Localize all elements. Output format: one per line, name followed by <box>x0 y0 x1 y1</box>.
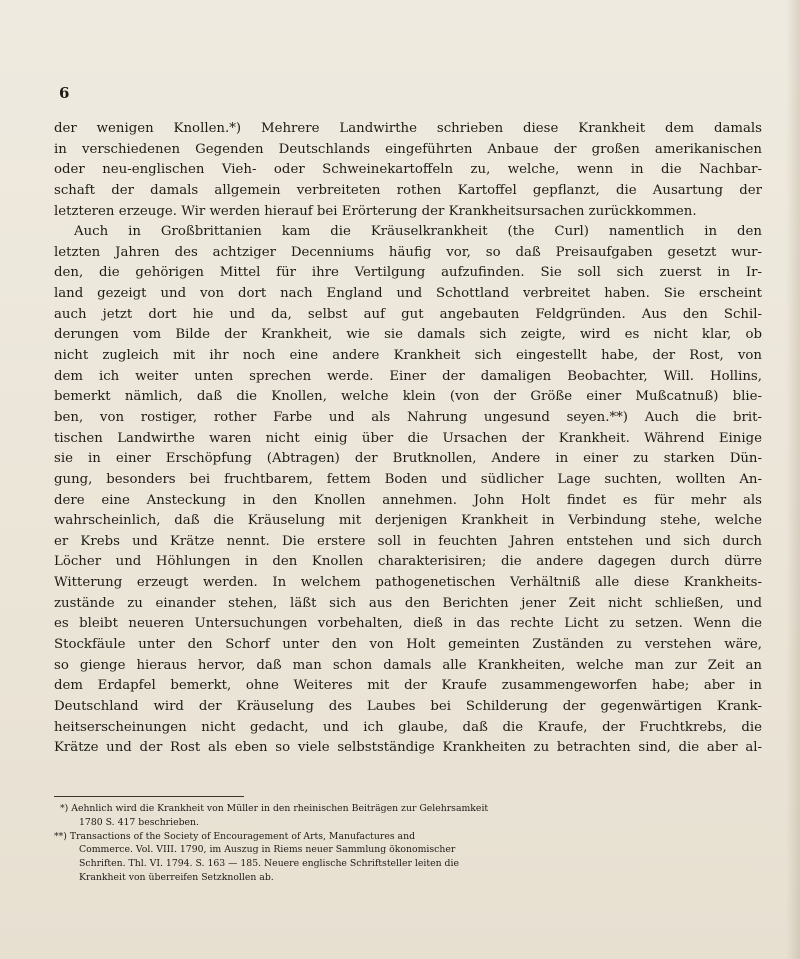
text-line: land gezeigt und von dort nach England und Schottland verbreitet haben. Sie erscheint <box>54 286 762 302</box>
footnote-line: Krankheit von überreifen Setzknollen ab. <box>79 871 274 883</box>
text-line: zustände zu einander stehen, läßt sich aus den Berichten jener Zeit nicht schließen, und <box>54 595 762 611</box>
text-line: es bleibt neueren Untersuchungen vorbehalten, dieß in das rechte Licht zu setzen. Wenn die <box>54 616 762 632</box>
footnote-line: *) Aehnlich wird die Krankheit von Müller in den rheinischen Beiträgen zur Gelehrsamkeit <box>60 803 489 814</box>
text-line: Deutschland wird der Kräuselung des Laubes bei Schilderung der gegenwärtigen Krank- <box>54 698 762 714</box>
text-line: letzten Jahren des achtziger Decenniums häufig vor, so daß Preisaufgaben gesetzt wur- <box>54 244 762 260</box>
footnote-divider <box>54 796 244 797</box>
footnote-line: Commerce. Vol. VIII. 1790, im Auszug in Riems neuer Sammlung ökonomischer <box>79 844 456 856</box>
text-line: Krätze und der Rost als eben so viele selbstständige Krankheiten zu betrachten sind, die aber al- <box>54 740 762 756</box>
text-line: auch jetzt dort hie und da, selbst auf gut angebauten Feldgründen. Aus den Schil- <box>54 306 762 322</box>
text-line: Auch in Großbrittanien kam die Kräuselkrankheit (the Curl) namentlich in den <box>74 224 762 240</box>
text-line: Witterung erzeugt werden. In welchem pathogenetischen Verhältniß alle diese Krankheits- <box>54 575 762 591</box>
text-line: so gienge hieraus hervor, daß man schon damals alle Krankheiten, welche man zur Zeit an <box>54 657 762 673</box>
text-line: nicht zugleich mit ihr noch eine andere Krankheit sich eingestellt habe, der Rost, von <box>54 348 762 364</box>
text-line: tischen Landwirthe waren nicht einig über die Ursachen der Krankheit. Während Einige <box>54 430 762 446</box>
footnotes <box>54 802 762 885</box>
text-line: er Krebs und Krätze nennt. Die erstere soll in feuchten Jahren entstehen und sich durch <box>54 533 762 549</box>
text-line: letzteren erzeuge. Wir werden hierauf bei Erörterung der Krankheitsursachen zurückkommen. <box>54 203 697 219</box>
text-line: Stockfäule unter den Schorf unter den von Holt gemeinten Zuständen zu verstehen wäre, <box>54 637 762 653</box>
text-line: gung, besonders bei fruchtbarem, fettem Boden und südlicher Lage suchten, wollten An- <box>54 471 762 487</box>
footnote-line: 1780 S. 417 beschrieben. <box>79 816 199 828</box>
text-line: in verschiedenen Gegenden Deutschlands eingeführten Anbaue der großen amerikanischen <box>54 141 762 157</box>
text-line: dem Erdapfel bemerkt, ohne Weiteres mit der Kraufe zusammengeworfen habe; aber in <box>54 678 762 694</box>
text-line: wahrscheinlich, daß die Kräuselung mit derjenigen Krankheit in Verbindung stehe, welche <box>54 513 762 529</box>
text-line: Löcher und Höhlungen in den Knollen charakterisiren; die andere dagegen durch dürre <box>54 554 762 570</box>
body-text <box>54 119 762 759</box>
text-line: dem ich weiter unten sprechen werde. Einer der damaligen Beobachter, Will. Hollins, <box>54 368 762 384</box>
text-line: ben, von rostiger, rother Farbe und als Nahrung ungesund seyen.**) Auch die brit- <box>54 409 762 425</box>
footnote-line: **) Transactions of the Society of Encouragement of Arts, Manufactures and <box>54 830 416 842</box>
page-number: 6 <box>59 84 70 102</box>
text-line: derungen vom Bilde der Krankheit, wie sie damals sich zeigte, wird es nicht klar, ob <box>54 327 762 343</box>
text-line: sie in einer Erschöpfung (Abtragen) der Brutknollen, Andere in einer zu starken Dün- <box>54 451 762 467</box>
text-line: heitserscheinungen nicht gedacht, und ich glaube, daß die Kraufe, der Fruchtkrebs, die <box>54 719 762 735</box>
text-line: schaft der damals allgemein verbreiteten rothen Kartoffel gepflanzt, die Ausartung der <box>54 182 762 198</box>
page-edge-shadow <box>786 0 800 959</box>
text-line: den, die gehörigen Mittel für ihre Vertilgung aufzufinden. Sie soll sich zuerst in Ir- <box>54 265 762 281</box>
text-line: oder neu-englischen Vieh- oder Schweinekartoffeln zu, welche, wenn in die Nachbar- <box>54 162 762 178</box>
text-line: dere eine Ansteckung in den Knollen annehmen. John Holt findet es für mehr als <box>54 492 762 508</box>
text-line: bemerkt nämlich, daß die Knollen, welche klein (von der Größe einer Mußcatnuß) blie- <box>54 389 762 405</box>
text-line: der wenigen Knollen.*) Mehrere Landwirthe schrieben diese Krankheit dem damals <box>54 121 762 136</box>
footnote-line: Schriften. Thl. VI. 1794. S. 163 — 185. Neuere englische Schriftsteller leiten die <box>79 858 459 870</box>
